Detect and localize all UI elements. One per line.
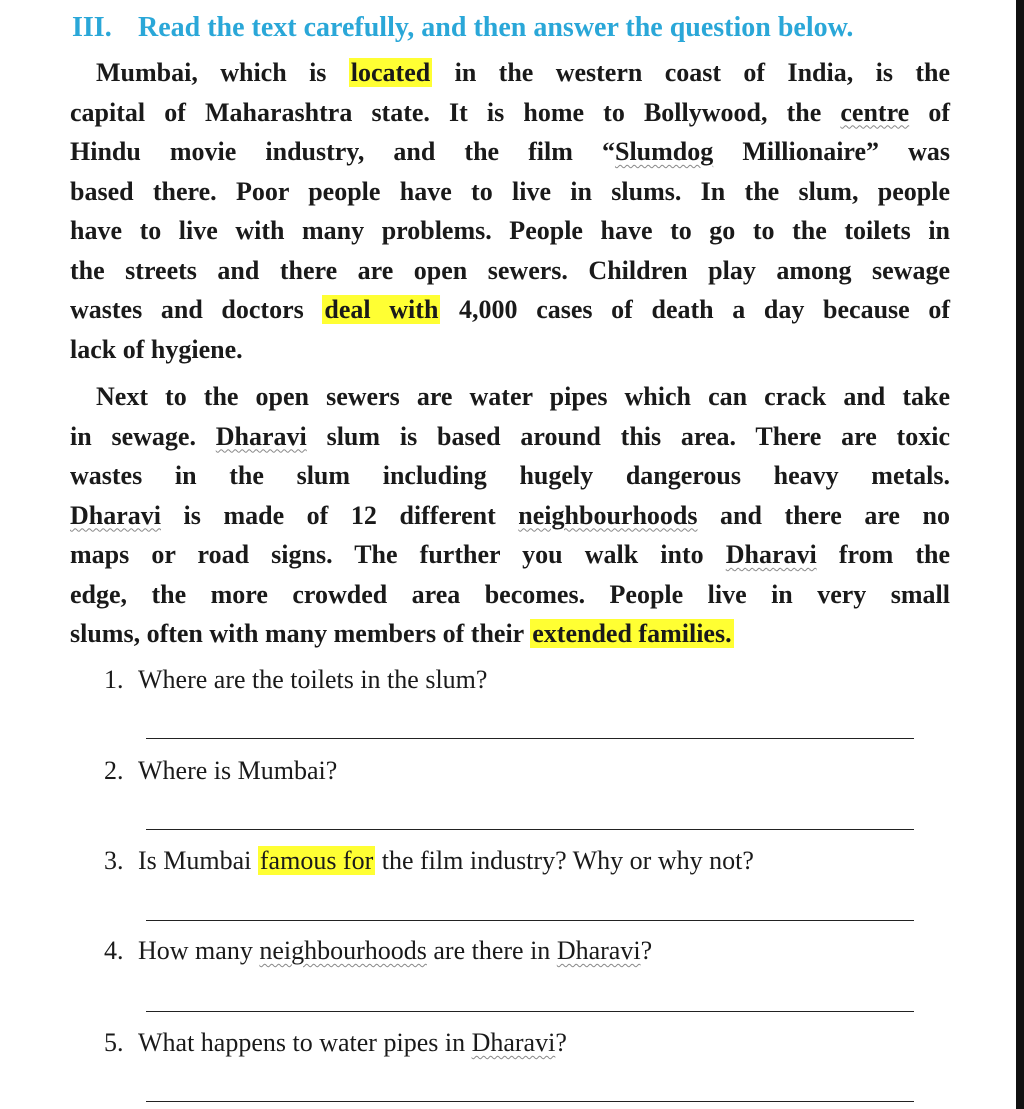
p2-line-3: wastes in the slum including hugely dangerous heavy metals. <box>70 461 950 490</box>
spell-mark-neighbourhoods: neighbourhoods <box>518 500 698 530</box>
answer-line-2[interactable] <box>146 829 914 830</box>
p1-line-3: Hindu movie industry, and the film “Slumdog Millionaire” was <box>70 137 951 166</box>
p1-line-8: lack of hygiene. <box>70 334 243 364</box>
spell-mark-neighbourhoods: neighbourhoods <box>259 936 427 965</box>
p2-line-2: in sewage. Dharavi slum is based around this area. There are toxic <box>70 421 950 451</box>
spell-mark-dharavi: Dharavi <box>471 1028 556 1057</box>
answer-line-3[interactable] <box>146 920 914 921</box>
spell-mark-dharavi: Dharavi <box>215 421 307 451</box>
question-4: 4. How many neighbourhoods are there in Dharavi? <box>104 936 653 965</box>
section-instruction: Read the text carefully, and then answer the question below. <box>138 12 854 43</box>
p2-line-1: Next to the open sewers are water pipes which can crack and take <box>96 382 950 411</box>
highlight-famous-for: famous for <box>259 846 374 875</box>
p2-line-5: maps or road signs. The further you walk into Dharavi from the <box>70 540 951 569</box>
p1-line-1: Mumbai, which is located in the western coast of India, is the <box>96 58 950 87</box>
question-3: 3. Is Mumbai famous for the film industry? Why or why not? <box>104 846 754 875</box>
p1-line-2: capital of Maharashtra state. It is home to Bollywood, the centre of <box>70 97 950 127</box>
question-1: 1. Where are the toilets in the slum? <box>104 665 488 694</box>
question-2: 2. Where is Mumbai? <box>104 756 338 785</box>
spell-mark-centre: centre <box>840 97 910 127</box>
reading-paragraph-2 <box>70 377 950 654</box>
p1-line-4: based there. Poor people have to live in slums. In the slum, people <box>70 176 950 206</box>
spell-mark-slumdog: Slumdog <box>614 137 714 166</box>
p2-line-6: edge, the more crowded area becomes. People live in very small <box>70 579 950 609</box>
p1-line-6: the streets and there are open sewers. Children play among sewage <box>70 255 950 285</box>
spell-mark-dharavi: Dharavi <box>70 500 161 530</box>
p2-line-7: slums, often with many members of their extended families. <box>70 619 732 648</box>
p1-line-7: wastes and doctors deal with 4,000 cases of death a day because of <box>70 295 950 324</box>
spell-mark-dharavi: Dharavi <box>556 936 641 965</box>
answer-line-5[interactable] <box>146 1101 914 1102</box>
answer-line-1[interactable] <box>146 738 914 739</box>
p1-line-5: have to live with many problems. People have to go to the toilets in <box>70 216 950 245</box>
question-5: 5. What happens to water pipes in Dharavi? <box>104 1028 567 1057</box>
highlight-extended-families: extended families. <box>532 619 732 648</box>
highlight-deal-with: deal with <box>324 295 439 324</box>
spell-mark-dharavi: Dharavi <box>725 540 817 569</box>
reading-paragraph-1 <box>70 53 950 369</box>
page-edge-border <box>1016 0 1024 1109</box>
answer-line-4[interactable] <box>146 1011 914 1012</box>
p2-line-4: Dharavi is made of 12 different neighbourhoods and there are no <box>70 500 950 530</box>
section-number: III. <box>72 12 112 43</box>
section-heading <box>72 8 972 48</box>
highlight-located: located <box>350 58 431 87</box>
